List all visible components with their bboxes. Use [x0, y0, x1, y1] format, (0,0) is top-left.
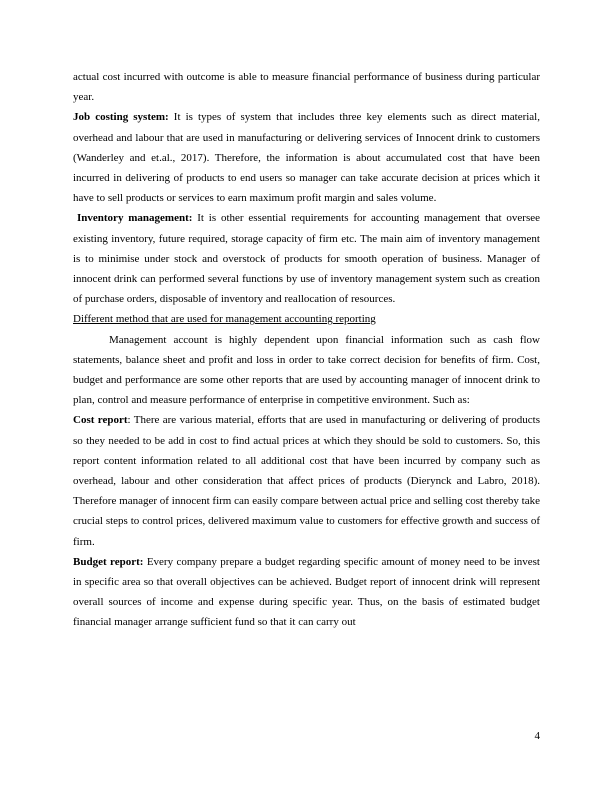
- inventory-text: It is other essential requirements for accounting management that oversee existing inventory, future required, storage capacity of firm etc. The main aim of inventory management is to minimise under stock and overstock of products for smooth operation of business. Manager of innocent drink can performed several functions by use of inventory management system such as creation of purchase orders, disposable of inventory and reallocation of resources.: [73, 212, 540, 306]
- section-heading: Different method that are used for management accounting reporting: [73, 313, 376, 326]
- page-body: [73, 67, 540, 633]
- paragraph-cost-report: [73, 410, 540, 551]
- paragraph-management-account: [73, 330, 540, 411]
- paragraph-inventory: [73, 208, 540, 309]
- paragraph-text: actual cost incurred with outcome is able to measure financial performance of business during particular year.: [73, 71, 540, 104]
- inventory-label: Inventory management:: [77, 212, 193, 225]
- paragraph-budget-report: [73, 552, 540, 633]
- cost-report-text: : There are various material, efforts that are used in manufacturing or delivering of products so they needed to be add in cost to find actual prices at which they should be sold to customers. So, this report content information related to all additional cost that have been incurred by company such as overhead, labour and other consideration that affect prices of products (Dierynck and Labro, 2018). Therefore manager of innocent firm can easily compare between actual price and selling cost thereby take crucial steps to control prices, delivered maximum value to customers for effective growth and success of firm.: [73, 414, 540, 548]
- budget-report-label: Budget report:: [73, 555, 144, 568]
- management-account-text: Management account is highly dependent upon financial information such as cash flow statements, balance sheet and profit and loss in order to take correct decision for benefits of firm. Cost, budget and performance are some other reports that are used by accounting manager of innocent drink to plan, control and measure performance of enterprise in competitive environment. Such as:: [73, 333, 540, 407]
- paragraph-job-costing: [73, 107, 540, 208]
- paragraph-continuation: [73, 67, 540, 107]
- page-number: 4: [534, 730, 540, 742]
- job-costing-label: Job costing system:: [73, 111, 169, 124]
- budget-report-text: Every company prepare a budget regarding specific amount of money need to be invest in specific area so that overall objectives can be achieved. Budget report of innocent drink will represent overall sources of income and expense during specific year. Thus, on the basis of estimated budget financial manager arrange sufficient fund so that it can carry out: [73, 555, 540, 629]
- cost-report-label: Cost report: [73, 414, 128, 427]
- job-costing-text: It is types of system that includes three key elements such as direct material, overhead and labour that are used in manufacturing or delivering services of Innocent drink to customers (Wanderley and et.al., 2017). Therefore, the information is about accumulated cost that have been incurred in delivering of products to end users so manager can take accurate decision at prices which it have to sell products or services to earn maximum profit margin and sales volume.: [73, 111, 540, 205]
